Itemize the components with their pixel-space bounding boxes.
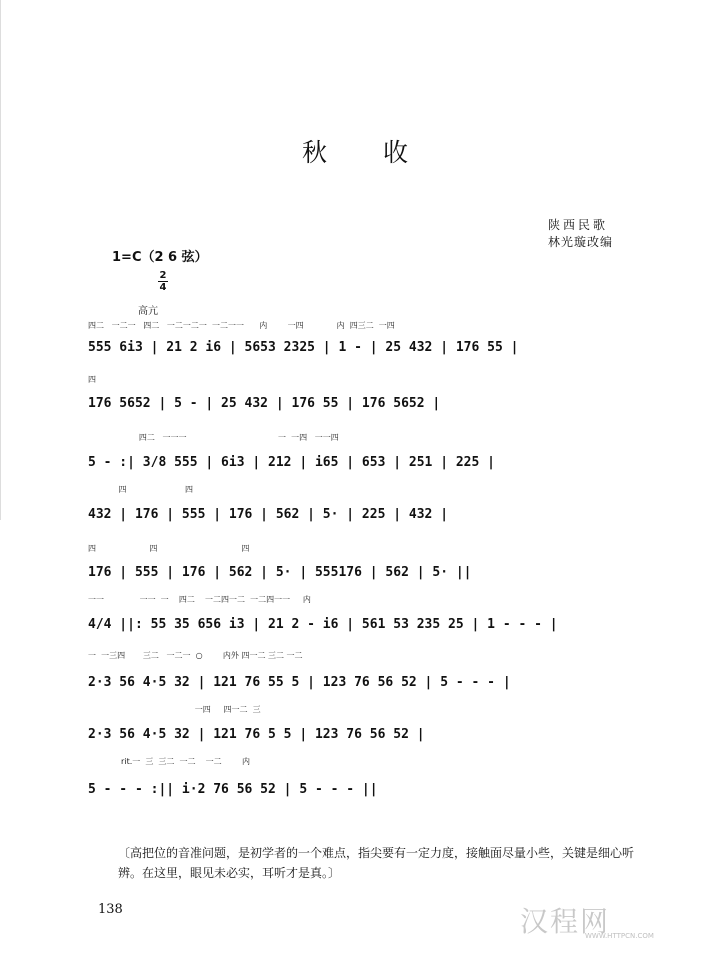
page-number: 138	[98, 902, 123, 917]
fingering-row-2: 四	[88, 375, 96, 384]
notation-row-4: 432 | 176 | 555 | 176 | 562 | 5· | 225 | 432 |	[88, 507, 449, 522]
fingering-row-5: 四 四 四	[88, 544, 250, 553]
song-title: 秋 收	[302, 138, 432, 167]
notation-row-8: 2·3 56 4·5 32 | 121 76 5 5 | 123 76 56 52 |	[88, 727, 425, 742]
fingering-row-1: 四二 一二一 四二 一二一二一 一二一一 内 一四 内 四三二 一四	[88, 321, 395, 330]
notation-row-5: 176 | 555 | 176 | 562 | 5· | 555176 | 562 | 5· ||	[88, 565, 472, 580]
watermark-text: 汉程网	[520, 905, 611, 938]
notation-row-3: 5 - :| 3/8 555 | 6i3 | 212 | i65 | 653 | 251 | 225 |	[88, 455, 495, 470]
fingering-row-6: 一一 一一 一 四二 一二四一二 一二四一一 内	[88, 595, 311, 604]
notation-row-1: 555 6i3 | 21 2 i6 | 5653 2325 | 1 - | 25 432 | 176 55 |	[88, 340, 519, 355]
song-arranger: 林光璇改编	[548, 235, 614, 249]
notation-row-6: 4/4 ||: 55 35 656 i3 | 21 2 - i6 | 561 53 235 25 | 1 - - - |	[88, 617, 558, 632]
watermark-url: WWW.HTTPCN.COM	[585, 932, 654, 940]
fingering-row-3: 四二 一一一 一 一四 一一四	[88, 433, 339, 442]
time-signature	[158, 270, 168, 293]
fingering-row-7: 一 一三四 三二 一二一 ○ 内外 四一二 三二 一二	[88, 651, 303, 660]
performance-note: 〔高把位的音准问题，是初学者的一个难点，指尖要有一定力度，接触面尽量小些，关键是细心听辨。在这里，眼见未必实，耳听才是真。〕	[118, 846, 635, 880]
song-origin: 陕西民歌	[548, 218, 609, 232]
notation-row-7: 2·3 56 4·5 32 | 121 76 55 5 | 123 76 56 52 | 5 - - - |	[88, 675, 511, 690]
fingering-row-4: 四 四	[88, 485, 194, 494]
page-edge	[0, 0, 1, 520]
fingering-row-9: rit.一 三 三二 一二 一二 内	[88, 757, 251, 766]
fingering-row-8: 一四 四一二 三	[88, 705, 261, 714]
key-signature: 1=C（2 6 弦）	[112, 250, 208, 265]
notation-row-2: 176 5652 | 5 - | 25 432 | 176 55 | 176 5652 |	[88, 396, 441, 411]
time-numerator: 2	[159, 270, 167, 281]
notation-row-9: 5 - - - :|| i·2 76 56 52 | 5 - - - ||	[88, 782, 378, 797]
time-denominator: 4	[159, 282, 167, 293]
performance-mark: 高亢	[138, 306, 158, 317]
